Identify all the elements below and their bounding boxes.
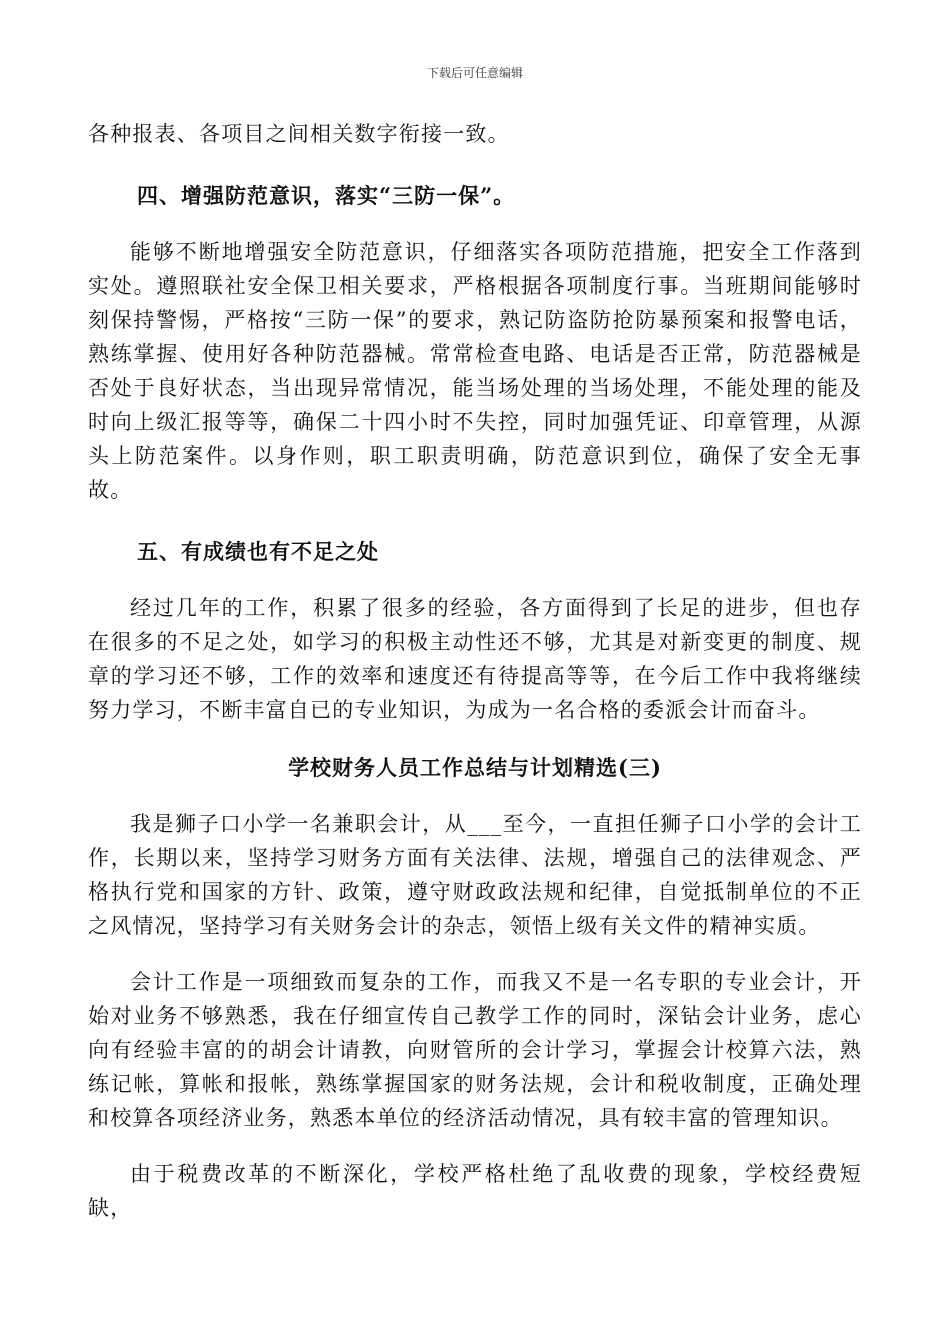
section-heading-5: 五、有成绩也有不足之处	[137, 539, 379, 564]
article-paragraph-3: 由于税费改革的不断深化，学校严格杜绝了乱收费的现象，学校经费短缺，	[88, 1162, 862, 1220]
article-title: 学校财务人员工作总结与计划精选(三)	[288, 755, 662, 780]
page-header-note: 下载后可任意编辑	[426, 66, 523, 80]
section-heading-4: 四、增强防范意识，落实“三防一保”。	[137, 183, 516, 208]
article-paragraph-1: 我是狮子口小学一名兼职会计，从___至今，一直担任狮子口小学的会计工作，长期以来，坚持学习财务方面有关法律、法规，增强自己的法律观念、严格执行党和国家的方针、政策，遵守财政政法规和纪律，自觉抵制单位的不正之风情况，坚持学习有关财务会计的杂志，领悟上级有关文件的精神实质。	[88, 812, 862, 938]
section-body-4: 能够不断地增强安全防范意识，仔细落实各项防范措施，把安全工作落到实处。遵照联社安全保卫相关要求，严格根据各项制度行事。当班期间能够时刻保持警惕，严格按“三防一保”的要求，熟记防盗防抢防暴预案和报警电话，熟练掌握、使用好各种防范器械。常常检查电路、电话是否正常，防范器械是否处于良好状态，当出现异常情况，能当场处理的当场处理，不能处理的能及时向上级汇报等等，确保二十四小时不失控，同时加强凭证、印章管理，从源头上防范案件。以身作则，职工职责明确，防范意识到位，确保了安全无事故。	[88, 240, 862, 502]
article-paragraph-2: 会计工作是一项细致而复杂的工作，而我又不是一名专职的专业会计，开始对业务不够熟悉，我在仔细宣传自己教学工作的同时，深钻会计业务，虑心向有经验丰富的的胡会计请教，向财管所的会计学习，掌握会计校算六法，熟练记帐，算帐和报帐，熟练掌握国家的财务法规，会计和税收制度，正确处理和校算各项经济业务，熟悉本单位的经济活动情况，具有较丰富的管理知识。	[88, 970, 862, 1130]
section-body-5: 经过几年的工作，积累了很多的经验，各方面得到了长足的进步，但也存在很多的不足之处，如学习的积极主动性还不够，尤其是对新变更的制度、规章的学习还不够，工作的效率和速度还有待提高等等，在今后工作中我将继续努力学习，不断丰富自已的专业知识，为成为一名合格的委派会计而奋斗。	[88, 596, 862, 722]
document-body	[88, 117, 862, 1225]
continuation-paragraph: 各种报表、各项目之间相关数字衔接一致。	[88, 122, 510, 146]
